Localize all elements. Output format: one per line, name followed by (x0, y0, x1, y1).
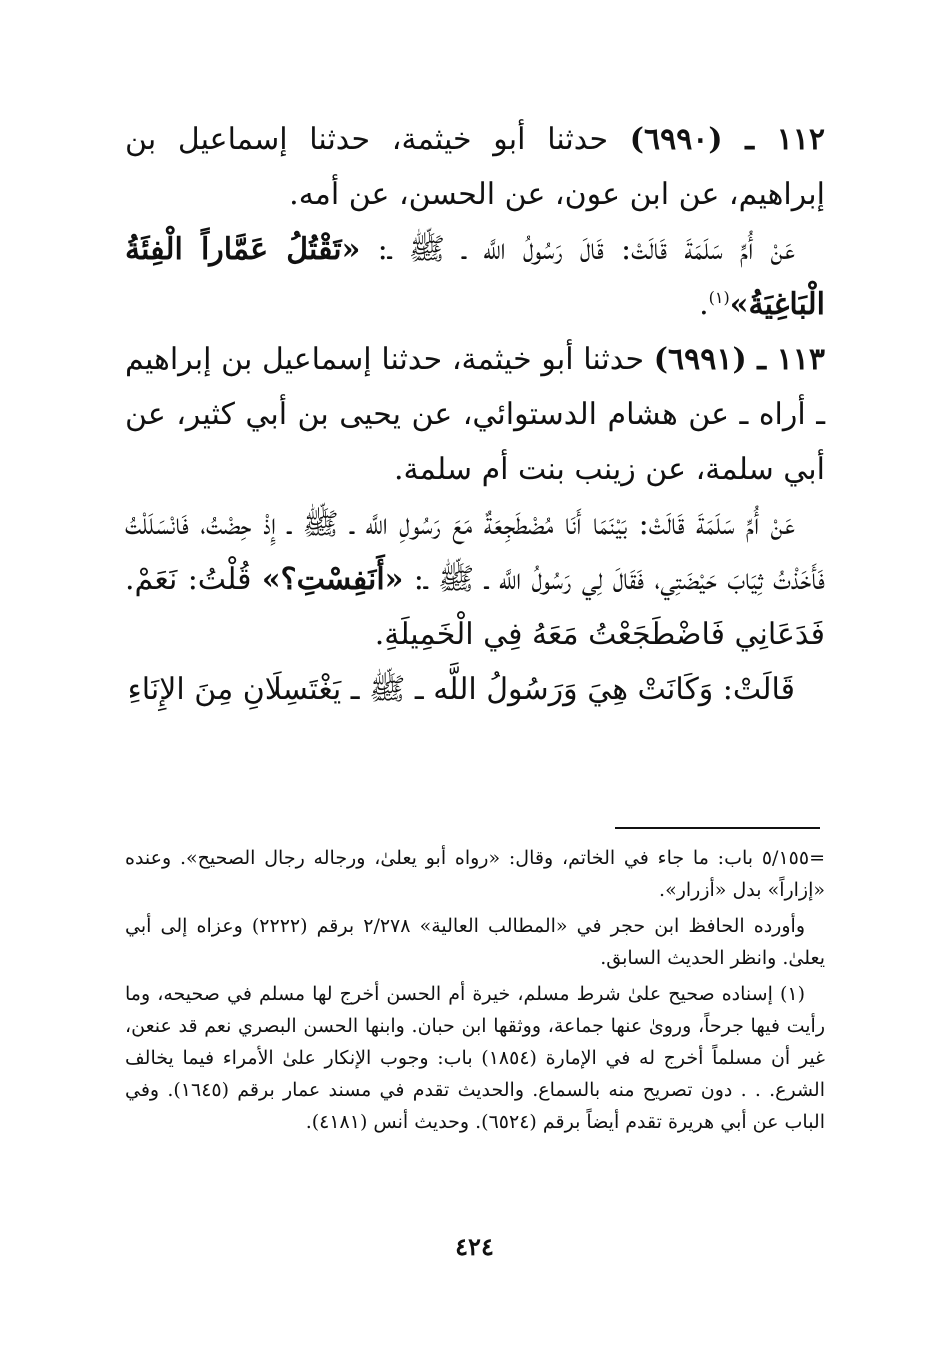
main-text-block (125, 112, 825, 717)
hadith-112-matn (125, 222, 825, 332)
hadith-113-chain: حدثنا أبو خيثمة، حدثنا إسماعيل بن إبراهيم ـ أراه ـ عن هشام الدستوائي، عن يحيى بن أبي كثير، عن أبي سلمة، عن زينب بنت أم سلمة. (125, 342, 825, 487)
hadith-113-matn-part1: عَنْ أُمِّ سَلَمَةَ قَالَتْ: بَيْنَمَا أَنَا مُضْطَجِعَةٌ مَعَ رَسُولِ اللَّه ـ ﷺ ـ إِذْ حِضْتُ، فَانْسَلَلْتُ فَأَخَذْتُ ثِيَابَ حَيْضَتِي، فَقَالَ لِي رَسُولُ اللَّه ـ ﷺ ـ: (125, 507, 825, 597)
hadith-113-isnad (125, 332, 825, 497)
hadith-113-matn (125, 497, 825, 662)
footnote-continued-2: وأورده الحافظ ابن حجر في «المطالب العالية» ٢/٢٧٨ برقم (٢٢٢٢) وعزاه إلى أبي يعلىٰ. وانظر الحديث السابق. (125, 915, 825, 969)
footnote-continued: =٥/١٥٥ باب: ما جاء في الخاتم، وقال: «رواه أبو يعلىٰ، ورجاله رجال الصحيح». وعنده «إزاراً» بدل «أزرار». (125, 847, 825, 901)
hadith-113-number: ١١٣ ـ (٦٩٩١) (653, 342, 826, 377)
hadith-113-quote: «أَنَفِسْتِ؟» (261, 562, 404, 597)
hadith-112-number: ١١٢ ـ (٦٩٩٠) (629, 122, 826, 157)
hadith-112-chain: حدثنا أبو خيثمة، حدثنا إسماعيل بن إبراهيم، عن ابن عون، عن الحسن، عن أمه. (125, 122, 825, 212)
page-number: ٤٢٤ (455, 1232, 494, 1261)
footnotes-block (125, 842, 825, 1142)
hadith-112-matn-end: . (699, 287, 709, 322)
hadith-112-quote: «تَقْتُلُ عَمَّاراً الْفِئَةُ الْبَاغِيَةُ» (125, 232, 825, 322)
footnote-1: (١) إسناده صحيح علىٰ شرط مسلم، خيرة أم الحسن أخرج لها مسلم في صحيحه، وما رأيت فيها جرحاً، وروىٰ عنها جماعة، ووثقها ابن حبان. وابنها الحسن البصري نعم قد عنعن، غير أن مسلماً أخرج له في الإمارة (١٨٥٤) باب: وجوب الإنكار علىٰ الأمراء فيما يخالف الشرع. . . دون تصريح منه بالسماع. والحديث تقدم في مسند عمار برقم (١٦٤٥). وفي الباب عن أبي هريرة تقدم أيضاً برقم (٦٥٢٤). وحديث أنس (٤١٨١). (125, 983, 825, 1133)
hadith-112-matn-intro: عَنْ أُمِّ سَلَمَةَ قَالَتْ: قَالَ رَسُولُ اللَّه ـ ﷺ ـ: (377, 232, 795, 267)
footnote-ref-1: (١) (708, 288, 730, 307)
hadith-113-matn-part2: قُلْتُ: نَعَمْ. فَدَعَانِي فَاضْطَجَعْتُ مَعَهُ فِي الْخَمِيلَةِ. (125, 562, 825, 652)
hadith-112-isnad (125, 112, 825, 222)
footnote-separator (615, 827, 820, 829)
hadith-113-matn-part3: قَالَتْ: وَكَانَتْ هِيَ وَرَسُولُ اللَّه ـ ﷺ ـ يَغْتَسِلَانِ مِنَ الإِنَاءِ (127, 672, 795, 707)
hadith-113-matn-cont (125, 662, 825, 717)
